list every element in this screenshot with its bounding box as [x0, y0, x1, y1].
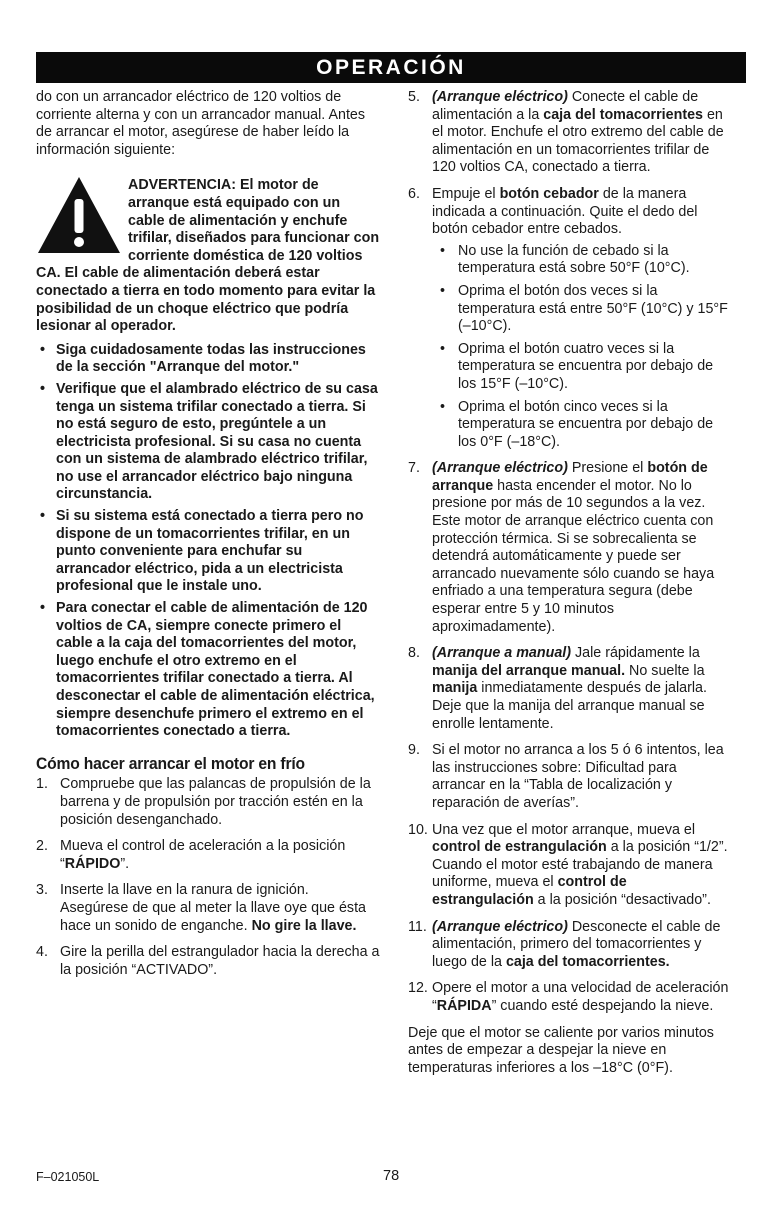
- step-text: hasta encender el motor. No lo presione por más de 10 segundos a la vez. Este motor de arranque eléctrico cuenta con protección térmica. Si se sobrecalienta se detendrá automáticamente y puede ser arrancado nuevamente sólo cuando se haya enfriado a una temperatura segura (debe esperar entre 5 y 10 minutos aproximadamente).: [432, 477, 715, 635]
- list-item: • Para conectar el cable de alimentación de 120 voltios de CA, siempre conecte primero el cable a la caja del tomacorrientes del motor, luego enchufe el otro extremo en el tomacorrientes trifilar conectado a tierra. Al desconectar el cable de alimentación eléctrica, siempre desenchufe primero el extremo en el tomacorrientes conectado a tierra.: [36, 600, 380, 741]
- section-title: OPERACIÓN: [316, 55, 466, 79]
- step-text: Gire la perilla del estrangulador hacia la derecha a la posición “ACTIVADO”.: [60, 944, 380, 978]
- step-number: 11.: [408, 918, 427, 935]
- warning-block: [36, 177, 380, 335]
- step-lead: (Arranque eléctrico): [432, 460, 568, 477]
- step-lead: (Arranque a manual): [432, 645, 572, 662]
- step-number: 2.: [36, 838, 48, 855]
- step-bold: control de estrangulación: [432, 874, 627, 908]
- cold-start-steps: [36, 776, 380, 979]
- step-item: [408, 89, 732, 177]
- step-text: Una vez que el motor arranque, mueva el: [432, 821, 696, 838]
- step-text: Conecte el cable de alimentación a la: [432, 89, 699, 123]
- step-bold: manija: [432, 680, 478, 697]
- step-text: Opere el motor a una velocidad de aceleración “: [432, 980, 729, 1014]
- list-item: • Siga cuidadosamente todas las instrucciones de la sección "Arranque del motor.": [36, 342, 380, 377]
- document-code: F–021050L: [36, 1170, 100, 1184]
- start-steps-continued: [408, 89, 732, 1016]
- step-number: 6.: [408, 185, 420, 202]
- step-text: Compruebe que las palancas de propulsión de la barrena y de propulsión por tracción estén en la posición desenganchado.: [60, 776, 371, 828]
- step-item: [408, 980, 732, 1015]
- step-lead: (Arranque eléctrico): [432, 918, 568, 935]
- step-item: [36, 838, 380, 873]
- step-item: [408, 460, 732, 636]
- step-bold: control de estrangulación: [432, 839, 607, 856]
- step-bold: caja del tomacorrientes: [543, 106, 703, 123]
- step-number: 8.: [408, 645, 420, 662]
- step-number: 12.: [408, 980, 428, 997]
- step-number: 3.: [36, 882, 48, 899]
- step-text: Inserte la llave en la ranura de ignición. Asegúrese de que al meter la llave oye que ésta hace un sonido de enganche.: [60, 882, 366, 934]
- list-item: • Verifique que el alambrado eléctrico de su casa tenga un sistema trifilar conectado a tierra. Si no está seguro de esto, pregúntele a un electricista profesional. Si su casa no cuenta con un sistema de alambrado eléctrico trifilar, no use el arrancador eléctrico bajo ninguna circunstancia.: [36, 381, 380, 504]
- right-column: [408, 89, 732, 1077]
- step-text: a la posición “1/2”. Cuando el motor esté trabajando de manera uniforme, mueva el: [432, 839, 728, 891]
- step-text: Empuje el: [432, 185, 500, 202]
- step-text: ”.: [120, 855, 130, 872]
- step-text: Mueva el control de aceleración a la posición “: [60, 838, 346, 872]
- list-item: • Oprima el botón cinco veces si la temperatura se encuentra por debajo de los 0°F (–18°C).: [432, 399, 732, 452]
- step-number: 5.: [408, 89, 420, 105]
- step-bold: RÁPIDO: [64, 855, 121, 872]
- intro-paragraph: do con un arrancador eléctrico de 120 voltios de corriente alterna y con un arrancador manual. Antes de arrancar el motor, asegúrese de haber leído la información siguiente:: [36, 89, 366, 158]
- step-bold: botón cebador: [499, 185, 599, 202]
- step-bold: caja del tomacorrientes.: [505, 953, 670, 970]
- step-number: 1.: [36, 776, 48, 793]
- step-bold: No gire la llave.: [251, 917, 357, 934]
- list-item: • Oprima el botón cuatro veces si la temperatura se encuentra por debajo de los 15°F (–10°C).: [432, 341, 732, 394]
- step-number: 10.: [408, 821, 428, 838]
- step-text: ” cuando esté despejando la nieve.: [491, 997, 714, 1014]
- page-number: 78: [383, 1168, 400, 1184]
- step-item: [36, 776, 380, 829]
- step-text: inmediatamente después de jalarla. Deje que la manija del arranque manual se enrolle lentamente.: [432, 680, 707, 732]
- step-item: [408, 919, 732, 972]
- step-text: No suelte la: [625, 662, 705, 679]
- step-text: en el motor. Enchufe el otro extremo del cable de alimentación en un tomacorrientes trifilar de 120 voltios CA, conectado a tierra.: [432, 106, 724, 176]
- step-lead: (Arranque eléctrico): [432, 89, 568, 105]
- step-item: [36, 944, 380, 979]
- step-bold: botón de arranque: [432, 460, 708, 494]
- step-number: 4.: [36, 944, 48, 961]
- cold-start-heading: Cómo hacer arrancar el motor en frío: [36, 753, 305, 773]
- step-text: de la manera indicada a continuación. Quite el dedo del botón cebador entre cebados.: [432, 185, 698, 238]
- step-item: [408, 742, 732, 812]
- step-item: [408, 822, 732, 910]
- step-text: Desconecte el cable de alimentación, primero del tomacorrientes y luego de la: [432, 918, 721, 970]
- step-item: [36, 882, 380, 935]
- section-header-bar: [36, 52, 746, 83]
- warning-text: ADVERTENCIA: El motor de arranque está equipado con un cable de alimentación y enchufe trifilar, diseñados para funcionar con corriente doméstica de 120 voltios CA. El cable de alimentación deberá estar conectado a tierra en todo momento para evitar la posibilidad de un choque eléctrico que podría lesionar al operador.: [36, 177, 380, 335]
- step-number: 9.: [408, 742, 420, 759]
- list-item: • No use la función de cebado si la temperatura está sobre 50°F (10°C).: [432, 243, 732, 278]
- step-item: [408, 645, 732, 733]
- list-item: • Oprima el botón dos veces si la temperatura está entre 50°F (10°C) y 15°F (–10°C).: [432, 283, 732, 336]
- step-text: a la posición “desactivado”.: [533, 891, 711, 908]
- step-bold: manija del arranque manual.: [432, 662, 626, 679]
- step-bold: RÁPIDA: [436, 997, 492, 1014]
- left-column: [36, 89, 380, 988]
- warning-bullet-list: [36, 342, 380, 741]
- step-text: Jale rápidamente la: [571, 645, 700, 662]
- step-number: 7.: [408, 460, 420, 477]
- warning-triangle-icon: [36, 175, 122, 255]
- step-item: [408, 186, 732, 451]
- list-item: • Si su sistema está conectado a tierra pero no dispone de un tomacorrientes trifilar, en un punto conveniente para enchufar su arrancador eléctrico, pida a un electricista profesional que le instale uno.: [36, 508, 380, 596]
- step-text: Presione el: [567, 460, 648, 477]
- closing-paragraph: Deje que el motor se caliente por varios minutos antes de empezar a despejar la nieve en temperaturas inferiores a los –18°C (0°F).: [408, 1024, 714, 1076]
- primer-bullet-list: [432, 243, 732, 452]
- step-text: Si el motor no arranca a los 5 ó 6 intentos, lea las instrucciones sobre: Dificultad para arrancar en la “Tabla de localización y reparación de averías”.: [432, 742, 724, 811]
